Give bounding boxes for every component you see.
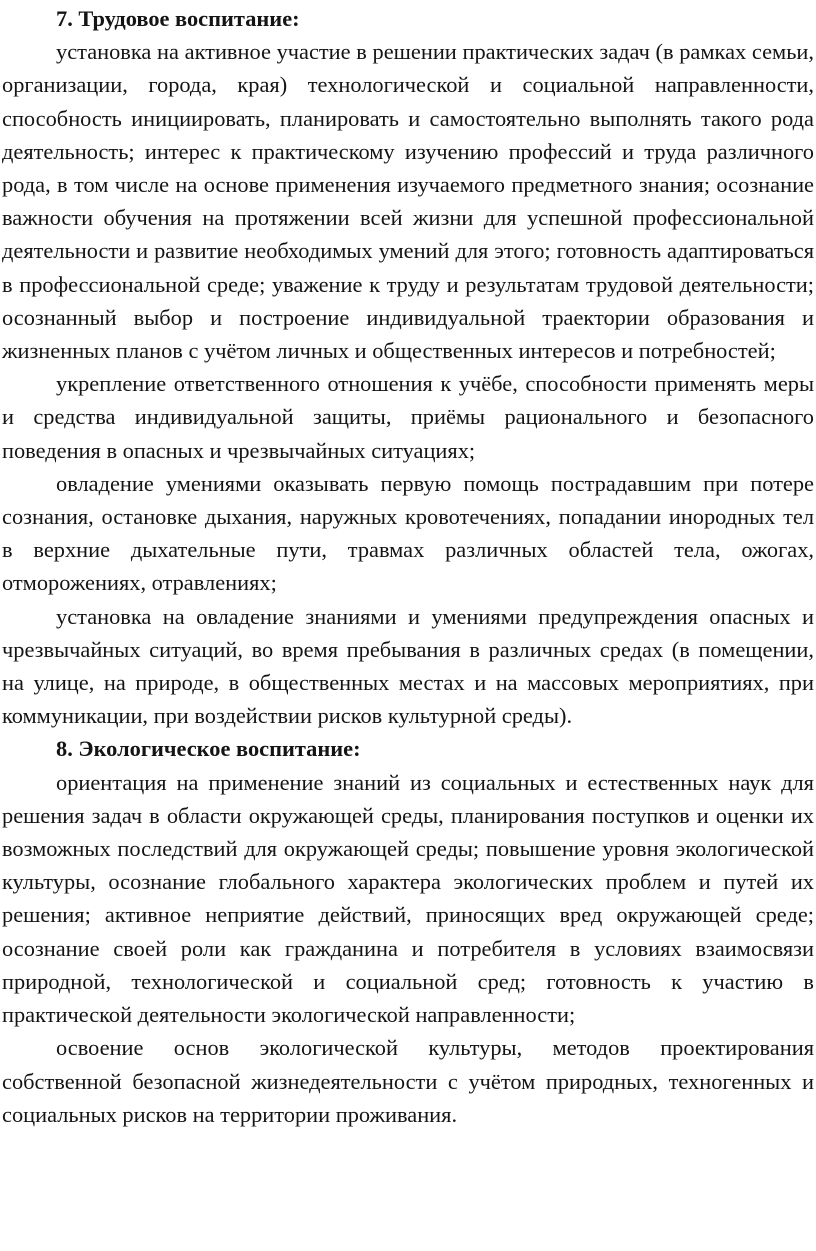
- paragraph: освоение основ экологической культуры, методов проектирования собственной безопасной жизнедеятельности с учётом природных, техногенных и социальных рисков на территории проживания.: [2, 1035, 814, 1127]
- paragraph: ориентация на применение знаний из социальных и естественных наук для решения задач в области окружающей среды, планирования поступков и оценки их возможных последствий для окружающей среды; повышение уровня экологической культуры, осознание глобального характера экологических проблем и путей их решения; активное неприятие действий, приносящих вред окружающей среде; осознание своей роли как гражданина и потребителя в условиях взаимосвязи природной, технологической и социальной сред; готовность к участию в практической деятельности экологической направленности;: [2, 769, 814, 1028]
- section-labor-education: [2, 2, 814, 732]
- paragraph: укрепление ответственного отношения к учёбе, способности применять меры и средства индивидуальной защиты, приёмы рационального и безопасного поведения в опасных и чрезвычайных ситуациях;: [2, 371, 814, 463]
- section-ecological-education: [2, 732, 814, 1130]
- section-heading: 8. Экологическое воспитание:: [56, 736, 361, 762]
- section-heading: 7. Трудовое воспитание:: [56, 6, 300, 31]
- paragraph: овладение умениями оказывать первую помощь пострадавшим при потере сознания, остановке дыхания, наружных кровотечениях, попадании инородных тел в верхние дыхательные пути, травмах различных областей тела, ожогах, отморожениях, отравлениях;: [2, 470, 814, 596]
- paragraph: установка на овладение знаниями и умениями предупреждения опасных и чрезвычайных ситуаций, во время пребывания в различных средах (в помещении, на улице, на природе, в общественных местах и на массовых мероприятиях, при коммуникации, при воздействии рисков культурной среды).: [2, 603, 814, 729]
- paragraph: установка на активное участие в решении практических задач (в рамках семьи, организации, города, края) технологической и социальной направленности, способность инициировать, планировать и самостоятельно выполнять такого рода деятельность; интерес к практическому изучению профессий и труда различного рода, в том числе на основе применения изучаемого предметного знания; осознание важности обучения на протяжении всей жизни для успешной профессиональной деятельности и развитие необходимых умений для этого; готовность адаптироваться в профессиональной среде; уважение к труду и результатам трудовой деятельности; осознанный выбор и построение индивидуальной траектории образования и жизненных планов с учётом личных и общественных интересов и потребностей;: [2, 39, 814, 364]
